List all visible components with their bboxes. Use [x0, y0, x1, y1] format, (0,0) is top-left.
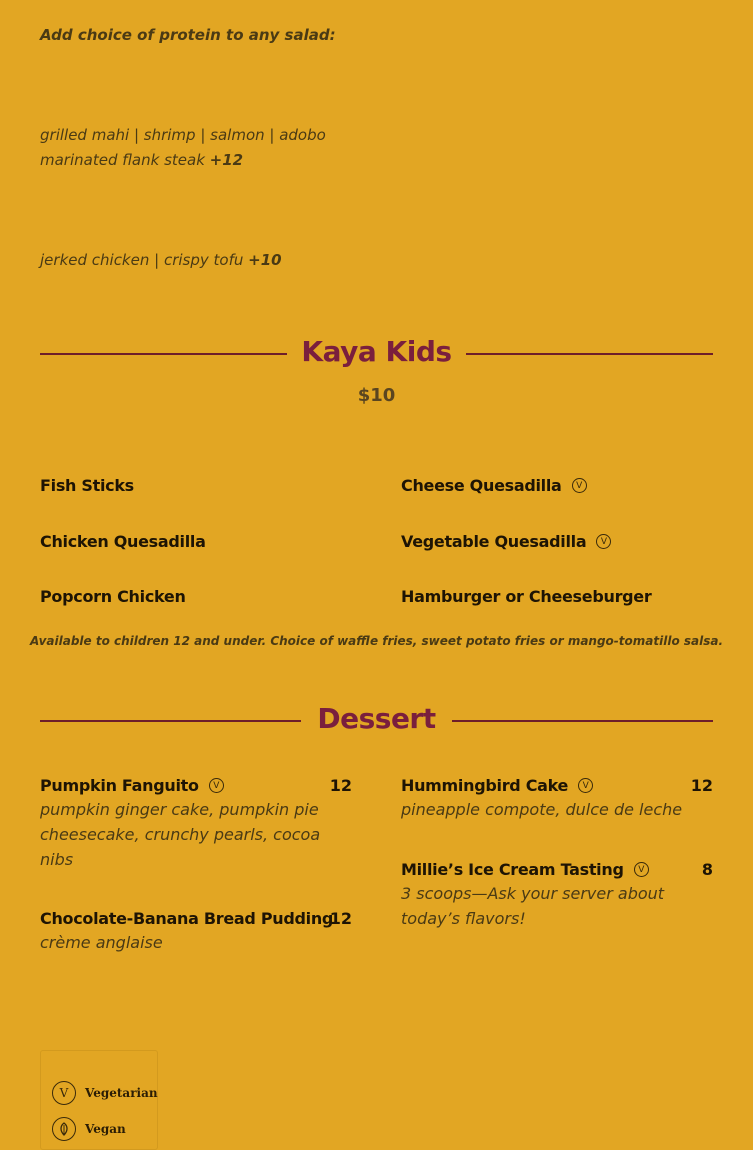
dessert-name-row [401, 860, 713, 879]
dessert-item-bread-pudding [40, 909, 352, 955]
kids-item-label: Hamburger or Cheeseburger [401, 587, 652, 606]
kids-price: $10 [357, 385, 396, 406]
dessert-name-row [401, 776, 713, 795]
dessert-name: Hummingbird Cake [401, 776, 569, 795]
addon-1-text: grilled mahi | shrimp | salmon | adobo marinated flank steak [40, 126, 326, 169]
vegetarian-icon: V [52, 1081, 76, 1105]
kids-note: Available to children 12 and under. Choice of waffle fries, sweet potato fries or mango-tomatillo salsa. [29, 634, 724, 648]
dessert-name: Pumpkin Fanguito [40, 776, 199, 795]
dessert-item-ice-cream-tasting [401, 860, 713, 931]
dessert-description: crème anglaise [40, 933, 163, 952]
vegetarian-icon: V [634, 862, 649, 877]
legend-vegan-label: Vegan [85, 1122, 126, 1136]
kids-item-label: Fish Sticks [40, 476, 134, 495]
vegetarian-icon: V [578, 778, 593, 793]
dessert-price: 12 [329, 776, 352, 795]
salad-addon-option-1 [40, 123, 340, 173]
kids-rule-right [466, 353, 713, 355]
dessert-price: 12 [690, 776, 713, 795]
legend-vegetarian-label: Vegetarian [85, 1086, 158, 1100]
legend-vegetarian [52, 1081, 158, 1105]
dessert-item-hummingbird-cake [401, 776, 713, 822]
addon-1-price: +12 [209, 151, 244, 169]
dessert-description: pineapple compote, dulce de leche [401, 800, 683, 819]
kids-item-fish-sticks [40, 476, 134, 495]
kids-section-header [40, 335, 713, 375]
dessert-price: 12 [329, 909, 352, 928]
vegetarian-icon: V [596, 534, 611, 549]
dessert-item-pumpkin-fanguito [40, 776, 352, 872]
addon-2-price: +10 [248, 251, 282, 269]
dessert-section-title: Dessert [317, 702, 436, 735]
kids-item-label: Chicken Quesadilla [40, 532, 206, 551]
dessert-price: 8 [701, 860, 713, 879]
kids-item-vegetable-quesadilla [401, 532, 611, 551]
vegan-leaf-icon [52, 1117, 76, 1141]
kids-item-hamburger [401, 587, 651, 606]
dessert-section-header [40, 702, 713, 742]
dessert-name: Chocolate-Banana Bread Pudding [40, 909, 334, 928]
dessert-description: pumpkin ginger cake, pumpkin pie cheesecake, crunchy pearls, cocoa nibs [40, 800, 321, 869]
kids-item-label: Vegetable Quesadilla [401, 532, 587, 551]
kids-item-label: Popcorn Chicken [40, 587, 186, 606]
dessert-name-row [40, 776, 352, 795]
kids-item-popcorn-chicken [40, 587, 186, 606]
vegetarian-icon: V [209, 778, 224, 793]
legend-vegan [52, 1117, 126, 1141]
salad-addon-heading: Add choice of protein to any salad: [40, 26, 336, 44]
kids-item-cheese-quesadilla [401, 476, 587, 495]
salad-addon-option-2 [40, 248, 282, 273]
dessert-name: Millie’s Ice Cream Tasting [401, 860, 624, 879]
kids-item-label: Cheese Quesadilla [401, 476, 562, 495]
dessert-name-row [40, 909, 352, 928]
dessert-rule-right [452, 720, 713, 722]
vegetarian-icon: V [572, 478, 587, 493]
addon-2-text: jerked chicken | crispy tofu [40, 251, 244, 269]
kids-item-chicken-quesadilla [40, 532, 206, 551]
kids-section-title: Kaya Kids [301, 335, 452, 368]
dietary-legend [40, 1050, 158, 1150]
dessert-description: 3 scoops—Ask your server about today’s flavors! [401, 884, 665, 928]
